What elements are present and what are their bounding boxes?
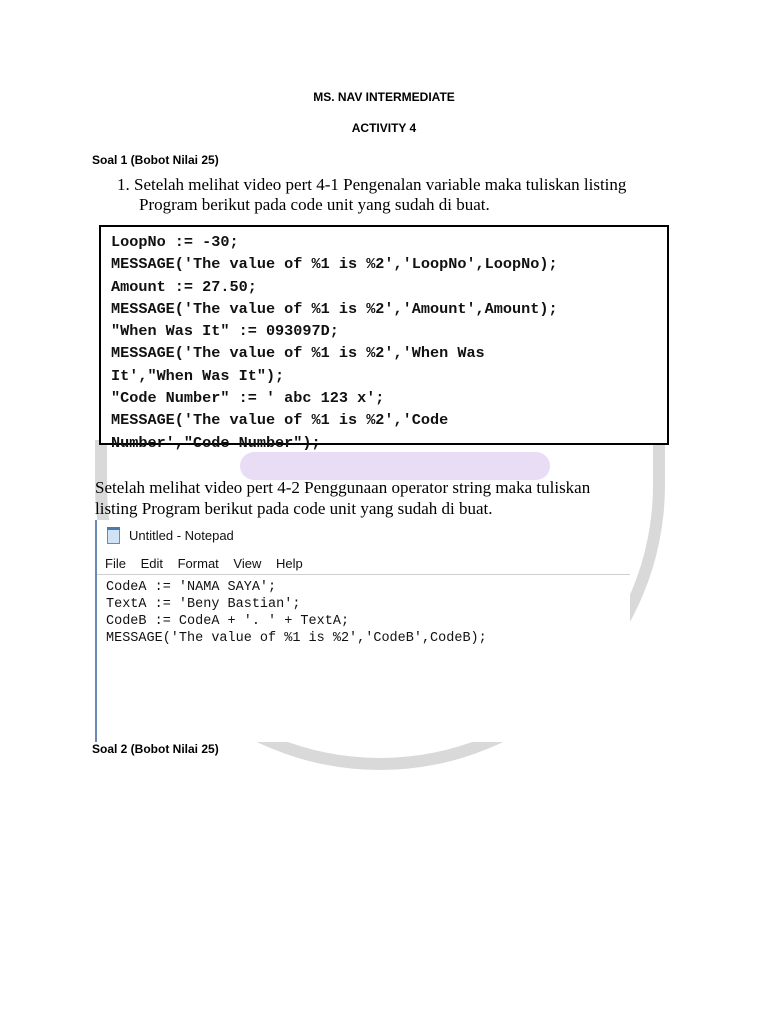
notepad-code-line: TextA := 'Beny Bastian';	[106, 597, 301, 612]
code-line: LoopNo := -30;	[111, 233, 239, 251]
code-line: MESSAGE('The value of %1 is %2','Amount',Amount);	[111, 299, 558, 318]
code-line: It',"When Was It");	[111, 366, 285, 385]
notepad-code-line: MESSAGE('The value of %1 is %2','CodeB',CodeB);	[106, 631, 487, 646]
soal-2-heading: Soal 2 (Bobot Nilai 25)	[92, 742, 219, 756]
notepad-icon	[107, 529, 120, 544]
notepad-window	[95, 520, 630, 742]
activity-title: ACTIVITY 4	[351, 121, 417, 135]
menu-format[interactable]: Format	[177, 556, 219, 571]
part-2-instruction-line-2: listing Program berikut pada code unit yang sudah di buat.	[95, 499, 493, 518]
code-line: Number',"Code Number");	[111, 433, 321, 452]
code-listing-1	[99, 225, 669, 452]
code-line: MESSAGE('The value of %1 is %2','LoopNo',LoopNo);	[111, 255, 558, 274]
code-line: MESSAGE('The value of %1 is %2','Code	[111, 411, 449, 430]
notepad-titlebar	[97, 520, 630, 550]
notepad-window-title: Untitled - Notepad	[129, 528, 234, 543]
menu-help[interactable]: Help	[275, 556, 303, 571]
soal-1-instruction-line-2: Program berikut pada code unit yang sudah di buat.	[139, 195, 490, 214]
menu-file[interactable]: File	[105, 556, 126, 571]
watermark-band	[240, 452, 550, 480]
code-line: Amount := 27.50;	[111, 277, 257, 296]
notepad-code-line: CodeB := CodeA + '. ' + TextA;	[106, 614, 350, 629]
soal-1-instruction-line-1: 1. Setelah melihat video pert 4-1 Pengenalan variable maka tuliskan listing	[117, 175, 627, 194]
code-line: "Code Number" := ' abc 123 x';	[111, 389, 385, 408]
menu-edit[interactable]: Edit	[140, 556, 163, 571]
part-2-instruction-line-1: Setelah melihat video pert 4-2 Penggunaan operator string maka tuliskan	[95, 478, 591, 497]
code-line: MESSAGE('The value of %1 is %2','When Was	[111, 344, 485, 363]
document-title: MS. NAV INTERMEDIATE	[313, 90, 455, 104]
code-line: "When Was It" := 093097D;	[111, 322, 339, 341]
menu-view[interactable]: View	[233, 556, 262, 571]
notepad-menubar	[105, 556, 314, 571]
notepad-text-area[interactable]	[97, 574, 630, 742]
soal-1-heading: Soal 1 (Bobot Nilai 25)	[92, 153, 219, 167]
notepad-code-line: CodeA := 'NAMA SAYA';	[106, 580, 277, 595]
